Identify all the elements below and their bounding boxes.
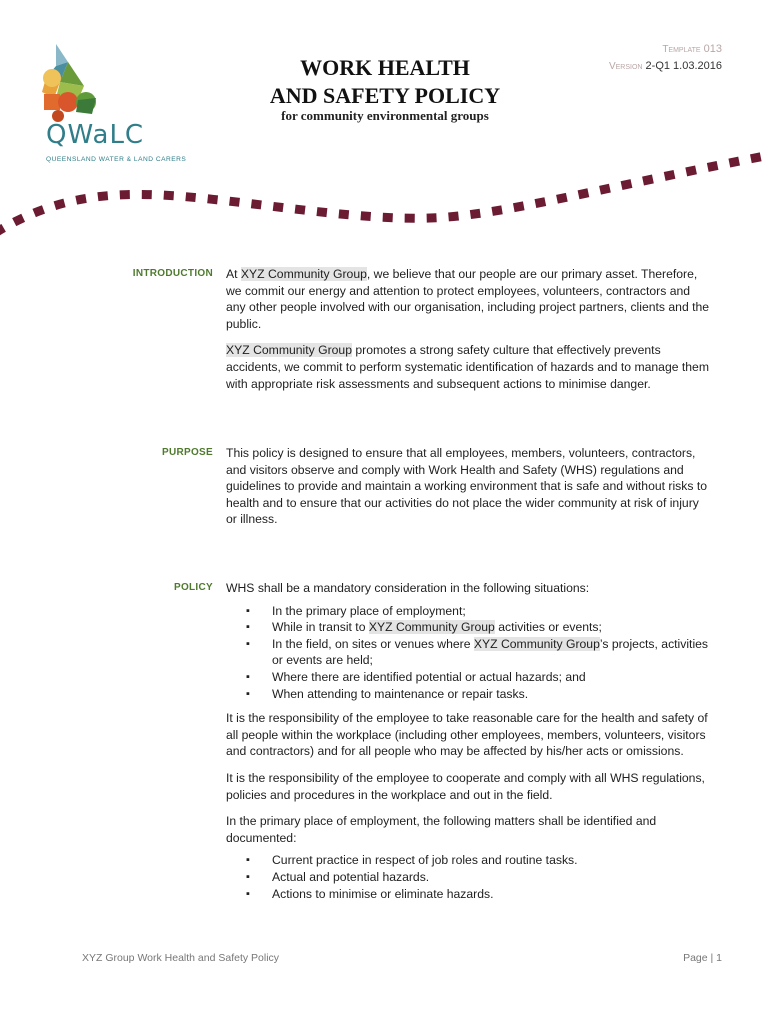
group-name-field[interactable]: XYZ Community Group	[368, 620, 495, 635]
policy-paragraph-4: In the primary place of employment, the following matters shall be identified and documented:	[226, 814, 657, 845]
list-item: ▪ Where there are identified potential or actual hazards; and	[226, 669, 710, 686]
policy-intro: WHS shall be a mandatory consideration in the following situations:	[226, 581, 590, 595]
purpose-body	[226, 445, 710, 538]
list-item: ▪ Actions to minimise or eliminate hazards.	[226, 886, 710, 903]
policy-body	[226, 580, 710, 910]
purpose-heading: PURPOSE	[161, 447, 213, 458]
list-item: ▪ While in transit to XYZ Community Group activities or events;	[226, 619, 710, 636]
version-label: Version	[608, 61, 643, 72]
policy-heading: POLICY	[173, 582, 213, 593]
title-line-2: AND SAFETY POLICY	[269, 83, 501, 108]
list-item: ▪ In the primary place of employment;	[226, 603, 710, 620]
introduction-body	[226, 266, 710, 402]
page-subtitle: for community environmental groups	[281, 108, 489, 123]
list-item: ▪ In the field, on sites or venues where XYZ Community Group’s projects, activities or events are held;	[226, 636, 710, 669]
list-item: ▪ Actual and potential hazards.	[226, 869, 710, 886]
logo-subtitle: QUEENSLAND WATER & LAND CARERS	[46, 156, 187, 163]
introduction-heading: INTRODUCTION	[132, 268, 213, 279]
decorative-dash-wave	[0, 148, 770, 248]
documented-matters-list	[226, 852, 710, 902]
purpose-paragraph: This policy is designed to ensure that all employees, members, volunteers, contractors, and visitors observe and comply with Work Health and Safety (WHS) regulations and guidelines to provide and maintain a working environment that is safe and without risks to health and to ensure that our activities do not place the wider community at risk of injury or illness.	[226, 446, 707, 527]
logo-text: QWaLC	[46, 120, 145, 150]
situation-list	[226, 603, 710, 703]
template-label: Template	[662, 44, 701, 55]
page-title	[230, 54, 540, 110]
footer-document-title: XYZ Group Work Health and Safety Policy	[82, 952, 280, 964]
version-info	[609, 60, 722, 72]
group-name-field[interactable]: XYZ Community Group	[240, 267, 367, 281]
title-line-1: WORK HEALTH	[300, 55, 470, 80]
footer-page-number: Page | 1	[683, 952, 722, 964]
template-number: 013	[703, 43, 722, 55]
group-name-field[interactable]: XYZ Community Group	[226, 343, 352, 358]
policy-paragraph-3: It is the responsibility of the employee to cooperate and comply with all WHS regulations, policies and procedures in the workplace and out in the field.	[226, 770, 705, 802]
introduction-paragraph-2: XYZ Community Group promotes a strong safety culture that effectively prevents accidents, we commit to perform systematic identification of hazards and to manage them with appropriate risk assessments and subsequent actions to minimise danger.	[226, 343, 709, 391]
group-name-field[interactable]: XYZ Community Group	[473, 636, 600, 651]
policy-paragraph-2: It is the responsibility of the employee to take reasonable care for the health and safety of all people within the workplace (including other employees, members, volunteers, visitors and contractors) and for all people who may be affected by his/her acts or omissions.	[226, 711, 708, 759]
list-item: ▪ When attending to maintenance or repair tasks.	[226, 686, 710, 703]
template-id	[662, 43, 722, 55]
version-value: 2-Q1 1.03.2016	[645, 60, 722, 72]
list-item: ▪ Current practice in respect of job roles and routine tasks.	[226, 852, 710, 869]
introduction-paragraph-1: At XYZ Community Group, we believe that our people are our primary asset. Therefore, we commit our energy and attention to protect employees, volunteers, contractors and any other people involved with our organisation, including project partners, clients and the public.	[226, 267, 710, 331]
